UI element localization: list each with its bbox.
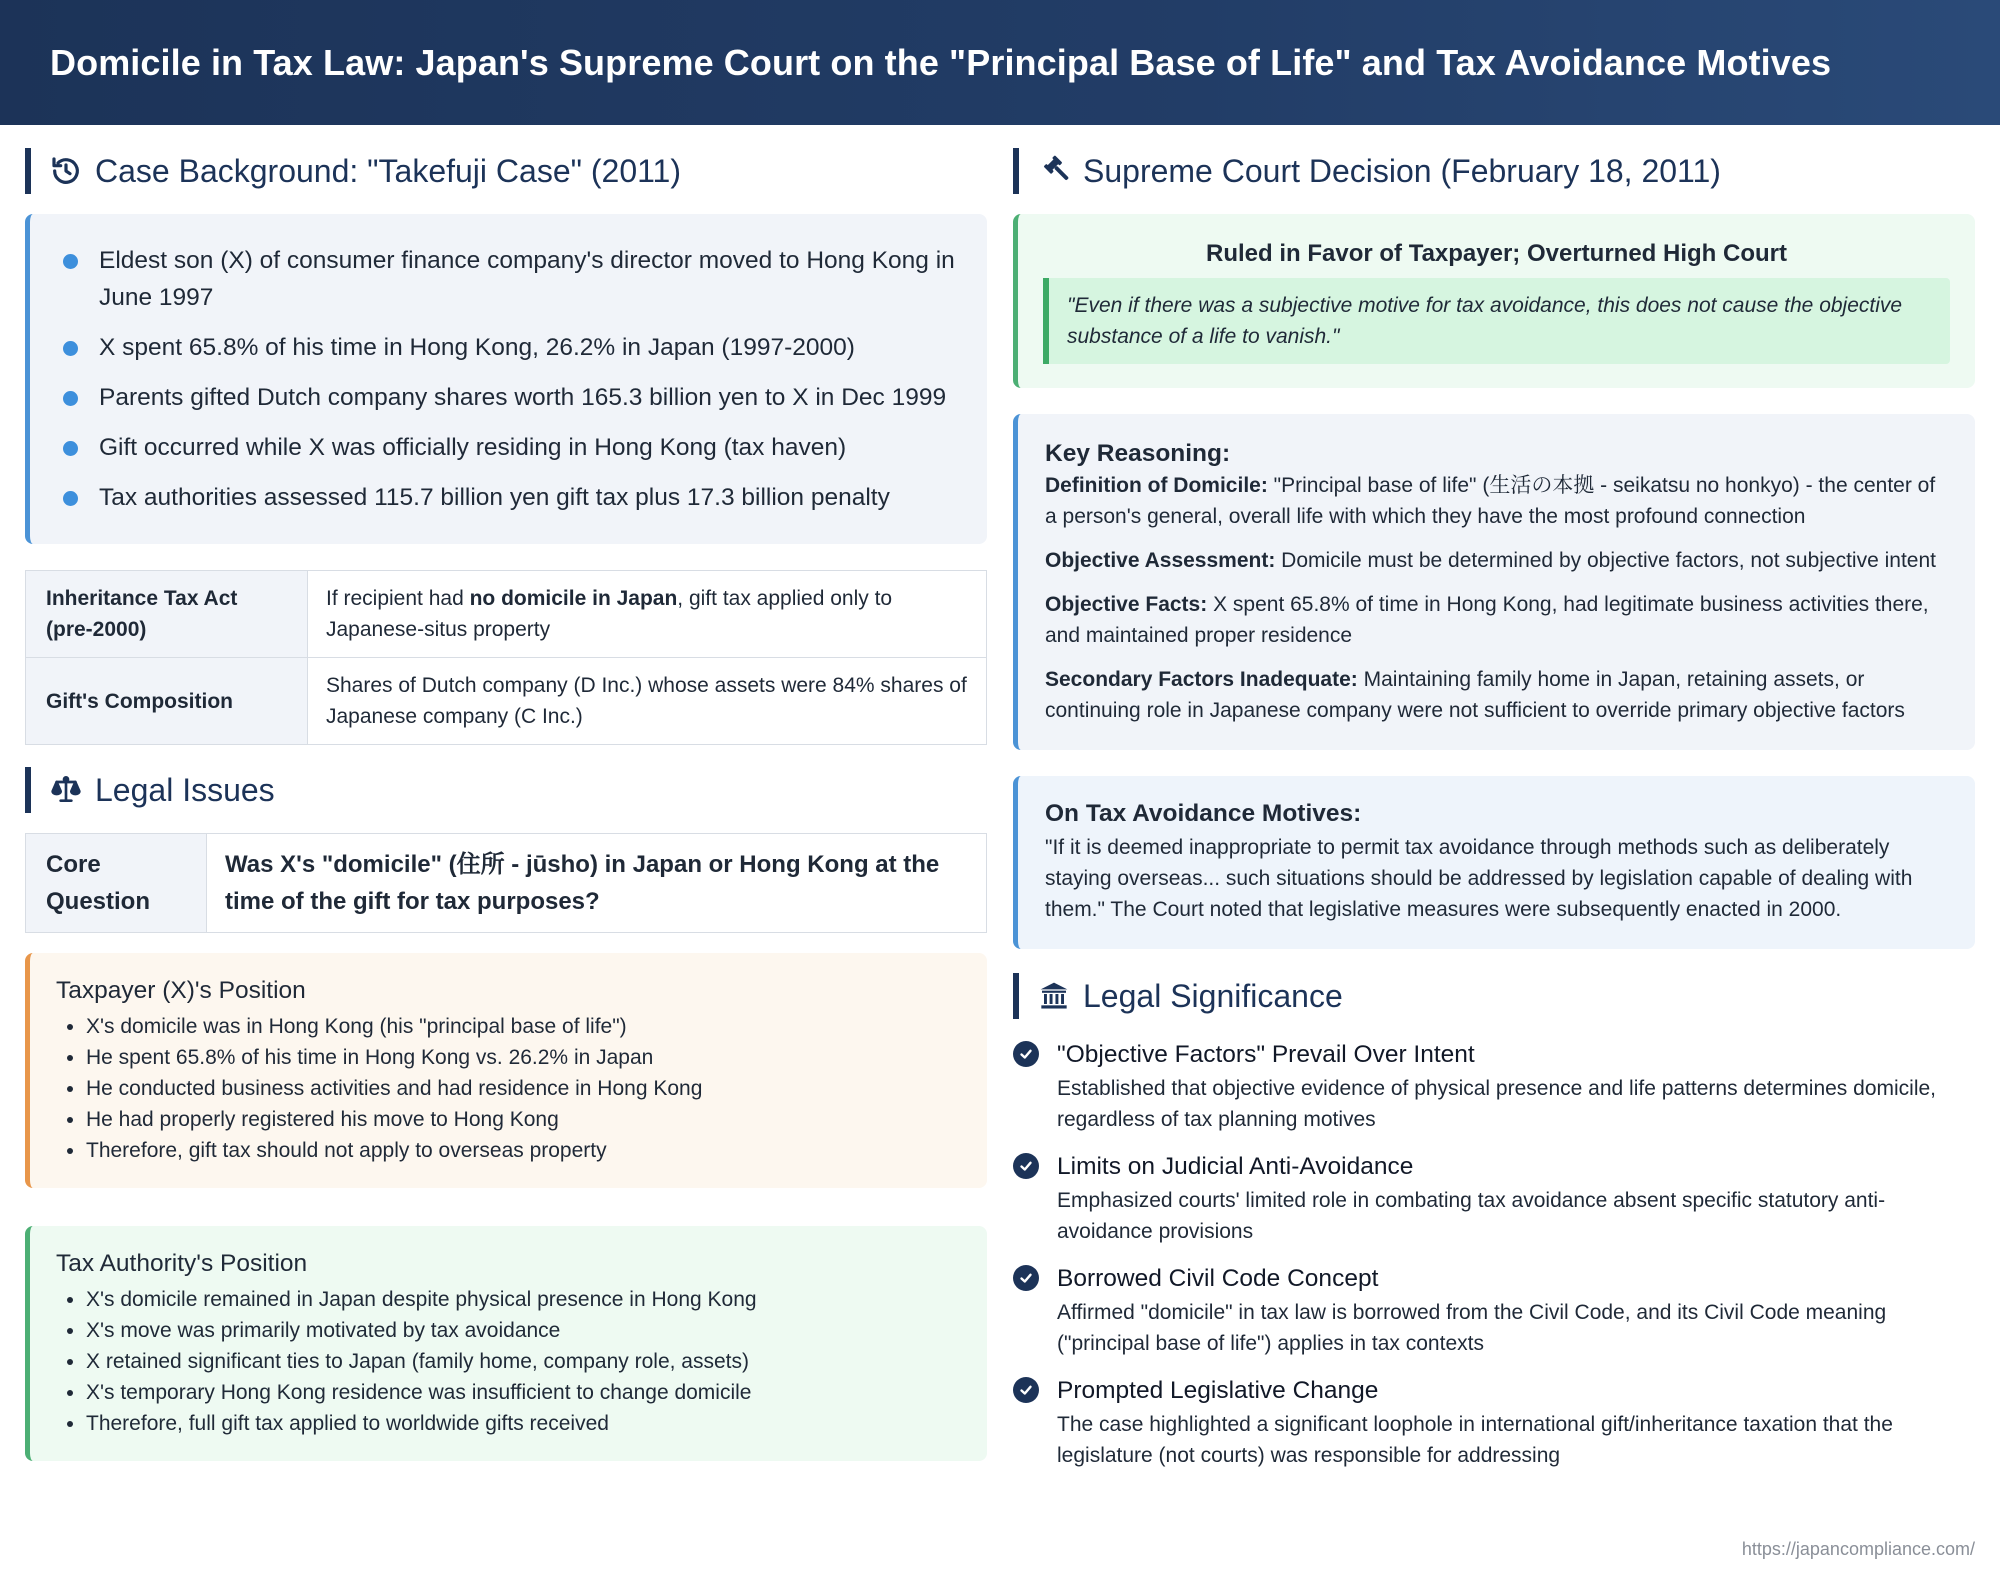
list-item [1013,1039,1975,1135]
card-title: Key Reasoning: [1045,440,1231,467]
bullet-dot-icon [63,491,78,506]
scale-icon [49,773,83,807]
reasoning-item: Definition of Domicile: "Principal base of life" (生活の本拠 - seikatsu no honkyo) - the center of a person's general, overall life with which they have the most profound connection [1045,474,1936,528]
table-key: Core Question [26,834,207,933]
bullet-dot-icon [63,441,78,456]
facts-table [25,570,987,745]
significance-text: Affirmed "domicile" in tax law is borrowed from the Civil Code, and its Civil Code meaning ("principal base of life") applies in tax contexts [1057,1301,1887,1355]
list-item: • Therefore, gift tax should not apply to overseas property [86,1135,959,1166]
left-column [25,148,987,1461]
section-case-background [25,148,987,194]
list-item: • X's temporary Hong Kong residence was insufficient to change domicile [86,1377,959,1408]
section-legal-issues [25,767,987,813]
reasoning-item: Secondary Factors Inadequate: Maintaining family home in Japan, retaining assets, or continuing role in Japanese company were not sufficient to override primary objective factors [1045,668,1905,722]
gavel-icon [1037,154,1071,188]
core-question-table [25,833,987,933]
list-item: • He had properly registered his move to Hong Kong [86,1104,959,1135]
table-value: If recipient had no domicile in Japan, gift tax applied only to Japanese-situs property [308,571,987,658]
tax-avoidance-card [1013,776,1975,949]
key-reasoning-card [1013,414,1975,750]
list-item [1013,1375,1975,1471]
authority-list [56,1284,959,1439]
authority-position-card [25,1226,987,1461]
significance-text: The case highlighted a significant loophole in international gift/inheritance taxation that the legislature (not courts) was responsible for addressing [1057,1413,1893,1467]
list-item [1013,1263,1975,1359]
list-item: Tax authorities assessed 115.7 billion yen gift tax plus 17.3 billion penalty [55,479,957,516]
section-title: Legal Significance [1083,977,1343,1014]
motives-text: "If it is deemed inappropriate to permit tax avoidance through methods such as deliberately staying overseas... such situations should be addressed by legislation capable of dealing with them." The Court noted that legislative measures were subsequently enacted in 2000. [1045,836,1913,921]
bullet-dot-icon [63,341,78,356]
section-title: Supreme Court Decision (February 18, 2011) [1083,152,1721,189]
section-legal-significance [1013,973,1975,1019]
reasoning-item: Objective Facts: X spent 65.8% of time in Hong Kong, had legitimate business activities there, and maintained proper residence [1045,593,1929,647]
significance-title: "Objective Factors" Prevail Over Intent [1057,1041,1475,1068]
section-title: Legal Issues [95,771,275,808]
page-header [0,0,2000,125]
card-title: Tax Authority's Position [56,1250,308,1277]
check-circle-icon [1013,1153,1039,1179]
ruling-quote: "Even if there was a subjective motive for tax avoidance, this does not cause the objective substance of a life to vanish." [1043,278,1950,364]
card-title: Taxpayer (X)'s Position [56,977,306,1004]
significance-text: Established that objective evidence of physical presence and life patterns determines domicile, regardless of tax planning motives [1057,1077,1936,1131]
reasoning-item: Objective Assessment: Domicile must be determined by objective factors, not subjective intent [1045,549,1936,572]
source-link[interactable]: https://japancompliance.com/ [1741,1539,1975,1559]
check-circle-icon [1013,1265,1039,1291]
taxpayer-position-card [25,953,987,1188]
list-item: • X's move was primarily motivated by tax avoidance [86,1315,959,1346]
taxpayer-list [56,1011,959,1166]
table-value: Was X's "domicile" (住所 - jūsho) in Japan or Hong Kong at the time of the gift for tax purposes? [207,834,987,933]
check-circle-icon [1013,1041,1039,1067]
list-item: Gift occurred while X was officially residing in Hong Kong (tax haven) [55,429,957,466]
right-column [1013,148,1975,1487]
ruling-title: Ruled in Favor of Taxpayer; Overturned High Court [1206,240,1787,267]
table-key: Inheritance Tax Act (pre-2000) [26,571,308,658]
list-item: • Therefore, full gift tax applied to worldwide gifts received [86,1408,959,1439]
table-key: Gift's Composition [26,658,308,745]
table-row [26,571,987,658]
table-value: Shares of Dutch company (D Inc.) whose assets were 84% shares of Japanese company (C Inc.) [308,658,987,745]
history-icon [49,154,83,188]
list-item: • He spent 65.8% of his time in Hong Kong vs. 26.2% in Japan [86,1042,959,1073]
list-item: • X's domicile was in Hong Kong (his "principal base of life") [86,1011,959,1042]
list-item: Eldest son (X) of consumer finance company's director moved to Hong Kong in June 1997 [55,242,957,316]
significance-text: Emphasized courts' limited role in combating tax avoidance absent specific statutory anti-avoidance provisions [1057,1189,1886,1243]
significance-title: Prompted Legislative Change [1057,1377,1379,1404]
table-row [26,658,987,745]
bank-icon [1037,979,1071,1013]
table-row [26,834,987,933]
significance-list [1013,1039,1975,1471]
list-item: • He conducted business activities and had residence in Hong Kong [86,1073,959,1104]
background-list [30,214,987,544]
list-item [1013,1151,1975,1247]
bullet-dot-icon [63,254,78,269]
list-item: • X's domicile remained in Japan despite physical presence in Hong Kong [86,1284,959,1315]
significance-title: Limits on Judicial Anti-Avoidance [1057,1153,1414,1180]
list-item: Parents gifted Dutch company shares worth 165.3 billion yen to X in Dec 1999 [55,379,957,416]
list-item: X spent 65.8% of his time in Hong Kong, 26.2% in Japan (1997-2000) [55,329,957,366]
section-decision [1013,148,1975,194]
page-title: Domicile in Tax Law: Japan's Supreme Court on the "Principal Base of Life" and Tax Avoidance Motives [50,41,1832,83]
bullet-dot-icon [63,391,78,406]
check-circle-icon [1013,1377,1039,1403]
list-item: • X retained significant ties to Japan (family home, company role, assets) [86,1346,959,1377]
significance-title: Borrowed Civil Code Concept [1057,1265,1379,1292]
section-title: Case Background: "Takefuji Case" (2011) [95,152,681,189]
card-title: On Tax Avoidance Motives: [1045,800,1362,827]
ruling-card [1013,214,1975,388]
background-card [25,214,987,544]
